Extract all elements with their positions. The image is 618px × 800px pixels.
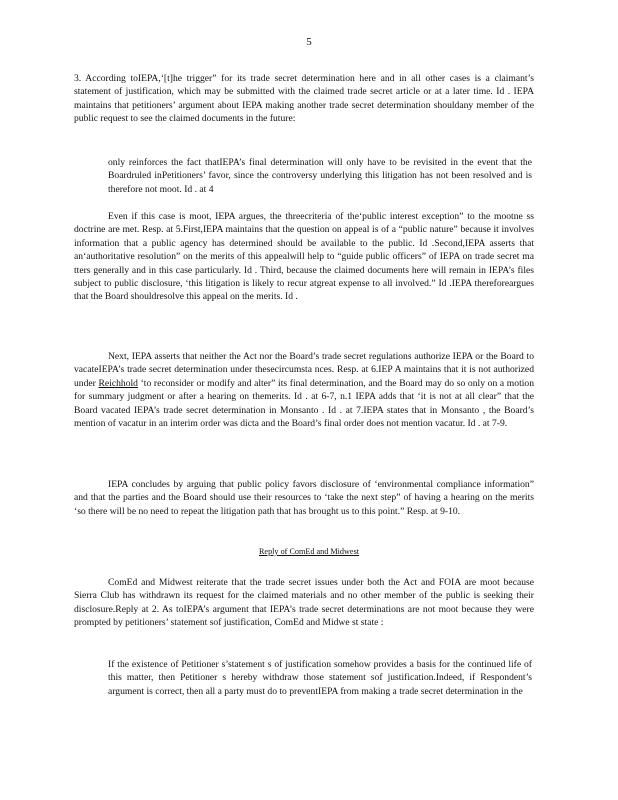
case-name-reichhold: Reichhold	[98, 377, 138, 389]
text-segment: Next, IEPA asserts that neither the Act nor the Board’s trade secret regulations authorize IEPA or the Board to vacateIEPA’s trade secret determination under thesecircumsta nces. Resp. at 6.IEP A maintains that it is not authorized under	[74, 351, 534, 389]
page-number: 5	[306, 36, 312, 48]
section-heading: Reply of ComEd and Midwest	[258, 547, 360, 556]
paragraph-reply: ComEd and Midwest reiterate that the trade secret issues under both the Act and FOIA are moot because Sierra Club has withdrawn its request for the claimed materials and no other member of the public is seeking their disclosure.Reply at 2. As toIEPA’s argument that IEPA’s trade secret determinations are not moot because they were prompted by petitioners’ statement sof justification, ComEd and Midwe st state :	[74, 577, 534, 629]
paragraph-authority	[74, 350, 534, 430]
block-quote-1: only reinforces the fact thatIEPA’s final determination will only have to be revisited in the event that the Boardruled inPetitioners’ favor, since the controversy underlying this litigation has not been resolved and is therefore not moot. Id . at 4	[108, 157, 532, 195]
block-quote-2: If the existence of Petitioner s’statement s of justification somehow provides a basis for the continued life of this matter, then Petitioner s hereby withdraw those statement sof justification.Indeed, if Respondent’s argument is correct, then all a party must do to preventIEPA from making a trade secret determination in the	[108, 659, 532, 697]
text-segment: ‘to reconsider or modify and alter” its final determination, and the Board may do so only on a motion for summary judgment or after a hearing on themerits. Id . at 6-7, n.1 IEPA adds that ‘it is not at all clear” that the Board vacated IEPA’s trade secret determination in Monsanto . Id . at 7.IEPA states that in Monsanto , the Board’s mention of vacatur in an interim order was dicta and the Board’s final order does not mention vacatur. Id . at 7-9.	[74, 377, 534, 430]
paragraph-3: 3. According toIEPA,‘[t]he trigger” for its trade secret determination here and in all other cases is a claimant’s statement of justification, which may be submitted with the claimed trade secret article or at a later time. Id . IEPA maintains that petitioners’ argument about IEPA making another trade secret determination shouldany member of the public request to see the claimed documents in the future:	[74, 73, 534, 125]
paragraph-public-policy: IEPA concludes by arguing that public policy favors disclosure of ‘environmental compliance information” and that the parties and the Board should use their resources to ‘take the next step” of having a hearing on the merits ‘so there will be no need to repeat the litigation path that has brought us to this point.” Resp. at 9-10.	[74, 479, 534, 517]
paragraph-mootness: Even if this case is moot, IEPA argues, the threecriteria of the‘public interest exception” to the mootne ss doctrine are met. Resp. at 5.First,IEPA maintains that the question on appeal is of a “public nature” because it involves information that a public agency has determined should be available to the public. Id .Second,IEPA asserts that an‘authoritative resolution” on the merits of this appealwill help to “guide public officers” of IEPA on trade secret ma tters generally and in this case particularly. Id . Third, because the claimed documents here will remain in IEPA’s files subject to public disclosure, ‘this litigation is likely to recur atgreat expense to all involved.” Id .IEPA thereforeargues that the Board shouldresolve this appeal on the merits. Id .	[74, 211, 534, 303]
